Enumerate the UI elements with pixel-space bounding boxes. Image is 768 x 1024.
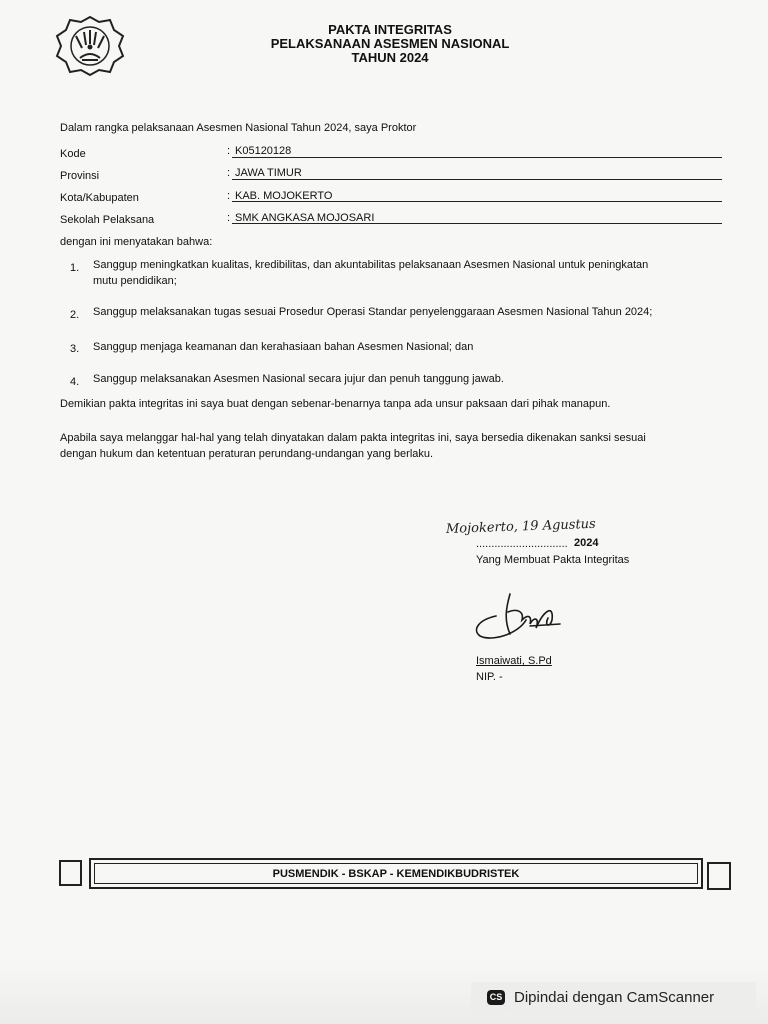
intro-text: Dalam rangka pelaksanaan Asesmen Nasional Tahun 2024, saya Proktor xyxy=(60,122,417,134)
field-value-kota: KAB. MOJOKERTO xyxy=(235,190,333,202)
list-item xyxy=(93,304,713,320)
field-value-provinsi: JAWA TIMUR xyxy=(235,167,302,179)
item-text: Sanggup melaksanakan Asesmen Nasional secara jujur dan penuh tanggung jawab. xyxy=(93,373,504,385)
field-underline xyxy=(232,223,722,224)
title-line-2: PELAKSANAAN ASESMEN NASIONAL xyxy=(270,36,510,51)
handwritten-place-date: Mojokerto, 19 Agustus xyxy=(445,516,596,537)
signature-year: 2024 xyxy=(574,537,599,549)
list-item xyxy=(93,339,713,355)
signer-name: Ismaiwati, S.Pd xyxy=(476,655,552,667)
field-underline xyxy=(232,201,722,202)
field-value-sekolah: SMK ANGKASA MOJOSARI xyxy=(235,212,375,224)
field-label-kota: Kota/Kabupaten xyxy=(60,192,139,204)
signer-title: Yang Membuat Pakta Integritas xyxy=(476,554,630,566)
list-item xyxy=(93,371,713,387)
field-label-provinsi: Provinsi xyxy=(60,170,100,182)
footer-box-right xyxy=(707,862,731,890)
tut-wuri-handayani-logo xyxy=(54,14,126,78)
item-text-continued: mutu pendidikan; xyxy=(93,275,177,287)
handwritten-signature xyxy=(470,590,570,646)
field-label-kode: Kode xyxy=(60,148,86,160)
camscanner-badge xyxy=(471,982,756,1012)
item-number: 3. xyxy=(70,343,80,355)
field-underline xyxy=(232,157,722,158)
footer-text: PUSMENDIK - BSKAP - KEMENDIKBUDRISTEK xyxy=(94,863,698,884)
field-value-kode: K05120128 xyxy=(235,145,292,157)
footer-bar xyxy=(89,858,703,889)
item-number: 2. xyxy=(70,309,80,321)
footer-box-left xyxy=(59,860,82,886)
item-text: Sanggup melaksanakan tugas sesuai Prosedur Operasi Standar penyelenggaraan Asesmen Nasional Tahun 2024; xyxy=(93,306,653,318)
statement-intro: dengan ini menyatakan bahwa: xyxy=(60,236,213,248)
field-colon: : xyxy=(227,190,231,202)
item-number: 1. xyxy=(70,262,80,274)
field-label-sekolah: Sekolah Pelaksana xyxy=(60,214,155,226)
field-colon: : xyxy=(227,212,231,224)
field-colon: : xyxy=(227,145,231,157)
field-underline xyxy=(232,179,722,180)
item-text: Sanggup menjaga keamanan dan kerahasiaan bahan Asesmen Nasional; dan xyxy=(93,341,474,353)
item-number: 4. xyxy=(70,376,80,388)
date-dots: .............................. xyxy=(476,538,568,550)
camscanner-text: Dipindai dengan CamScanner xyxy=(514,988,715,1006)
title-line-3: TAHUN 2024 xyxy=(351,50,429,65)
sanction-line-1: Apabila saya melanggar hal-hal yang telah dinyatakan dalam pakta integritas ini, saya bersedia dikenakan sanksi sesuai xyxy=(60,432,646,444)
closing-statement: Demikian pakta integritas ini saya buat dengan sebenar-benarnya tanpa ada unsur paksaan dari pihak manapun. xyxy=(60,398,611,410)
list-item xyxy=(93,257,713,289)
item-text: Sanggup meningkatkan kualitas, kredibilitas, dan akuntabilitas pelaksanaan Asesmen Nasional untuk peningkatan xyxy=(93,259,649,271)
camscanner-icon: CS xyxy=(487,990,505,1005)
field-colon: : xyxy=(227,167,231,179)
signer-nip: NIP. - xyxy=(476,671,503,683)
sanction-line-2: dengan hukum dan ketentuan peraturan perundang-undangan yang berlaku. xyxy=(60,448,434,460)
title-line-1: PAKTA INTEGRITAS xyxy=(328,22,452,37)
